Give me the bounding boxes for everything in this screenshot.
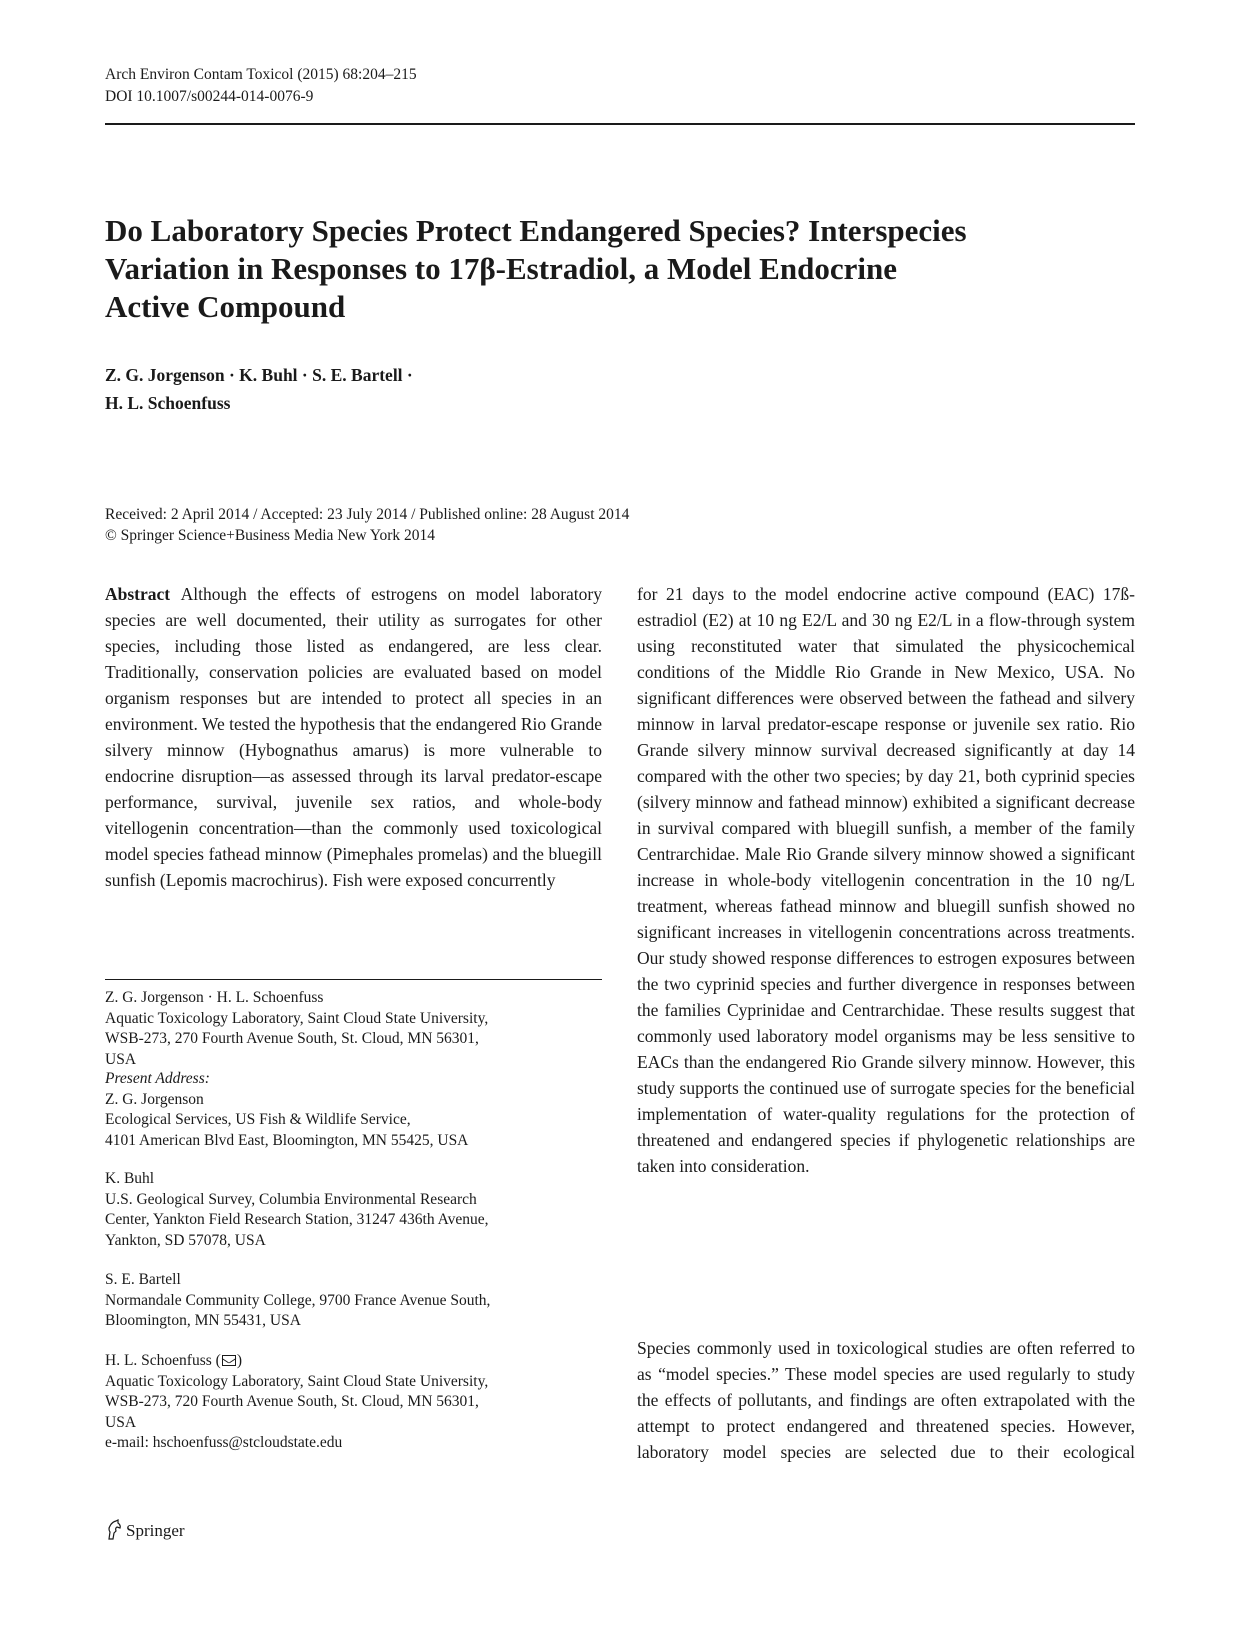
title-line: Active Compound xyxy=(105,289,346,324)
header-rule xyxy=(105,123,1135,125)
affiliation-block xyxy=(105,1270,605,1332)
affiliation-line: Aquatic Toxicology Laboratory, Saint Cloud State University, xyxy=(105,1009,489,1027)
affiliation-name: S. E. Bartell xyxy=(105,1271,181,1288)
title-line: Do Laboratory Species Protect Endangered Species? Interspecies xyxy=(105,213,967,248)
affiliation-line: Ecological Services, US Fish & Wildlife Service, xyxy=(105,1111,411,1128)
affiliation-name: Z. G. Jorgenson xyxy=(105,1090,204,1108)
affiliation-line: 4101 American Blvd East, Bloomington, MN 55425, USA xyxy=(105,1131,469,1149)
doi: DOI 10.1007/s00244-014-0076-9 xyxy=(105,88,314,105)
page-footer xyxy=(105,1519,185,1542)
affiliation-line: Bloomington, MN 55431, USA xyxy=(105,1312,301,1329)
author-line: H. L. Schoenfuss xyxy=(105,393,231,413)
affiliation-block xyxy=(105,988,605,1070)
publisher-name: Springer xyxy=(126,1521,185,1540)
article-title xyxy=(105,212,1135,326)
affiliation-name: H. L. Schoenfuss xyxy=(105,1352,212,1369)
springer-horse-icon xyxy=(105,1519,123,1541)
affiliation-line: Normandale Community College, 9700 France Avenue South, xyxy=(105,1291,491,1309)
abstract-text-right: for 21 days to the model endocrine active compound (EAC) 17ß-estradiol (E2) at 10 ng E2/L and 30 ng E2/L in a flow-through system using reconstituted water that simulated the physicochemical conditions of the Middle Rio Grande in New Mexico, USA. No significant differences were observed between the fathead and silvery minnow in larval predator-escape response or juvenile sex ratio. Rio Grande silvery minnow survival decreased significantly at day 14 compared with the other two species; by day 21, both cyprinid species (silvery minnow and fathead minnow) exhibited a significant decrease in survival compared with bluegill sunfish, a member of the family Centrarchidae. Male Rio Grande silvery minnow showed a significant increase in whole-body vitellogenin concentration in the 10 ng/L treatment, whereas fathead minnow and bluegill sunfish showed no significant increases in vitellogenin concentrations across treatments. Our study showed response differences to estrogen exposures between the two cyprinid species and further divergence in responses between the families Cyprinidae and Centrarchidae. These results suggest that commonly used laboratory model organisms may be less sensitive to EACs than the endangered Rio Grande silvery minnow. However, this study supports the continued use of surrogate species for the beneficial implementation of water-quality regulations for the protection of threatened and endangered species if phylogenetic relationships are taken into consideration. xyxy=(637,584,1135,1176)
affiliation-line: Aquatic Toxicology Laboratory, Saint Cloud State University, xyxy=(105,1372,489,1390)
affiliation-line: Yankton, SD 57078, USA xyxy=(105,1231,266,1249)
abstract-right-column xyxy=(637,581,1135,1179)
introduction-paragraph xyxy=(637,1335,1135,1465)
affiliation-names: Z. G. Jorgenson · H. L. Schoenfuss xyxy=(105,989,324,1006)
copyright: © Springer Science+Business Media New York 2014 xyxy=(105,527,436,544)
author-line: Z. G. Jorgenson · K. Buhl · S. E. Bartell · xyxy=(105,365,413,385)
affiliation-line: Center, Yankton Field Research Station, 31247 436th Avenue, xyxy=(105,1211,489,1228)
email-link[interactable]: e-mail: hschoenfuss@stcloudstate.edu xyxy=(105,1434,343,1451)
footnote-rule xyxy=(105,979,602,980)
affiliation-name: K. Buhl xyxy=(105,1170,155,1187)
abstract-label: Abstract xyxy=(105,584,171,604)
publication-history xyxy=(105,504,629,546)
author-list xyxy=(105,361,413,417)
running-header xyxy=(105,64,417,108)
present-address-label: Present Address: xyxy=(105,1070,210,1087)
affiliation-line: USA xyxy=(105,1050,137,1068)
abstract-text-left: Although the effects of estrogens on model laboratory species are well documented, their utility as surrogates for other species, including those listed as endangered, are less clear. Traditionally, conservation policies are evaluated based on model organism responses but are intended to protect all species in an environment. We tested the hypothesis that the endangered Rio Grande silvery minnow (Hybognathus amarus) is more vulnerable to endocrine disruption—as assessed through its larval predator-escape performance, survival, juvenile sex ratios, and whole-body vitellogenin concentration—than the commonly used toxicological model species fathead minnow (Pimephales promelas) and the bluegill sunfish (Lepomis macrochirus). Fish were exposed concurrently xyxy=(105,584,602,890)
received-accepted-dates: Received: 2 April 2014 / Accepted: 23 July 2014 / Published online: 28 August 2014 xyxy=(105,506,630,523)
corresponding-author-block xyxy=(105,1351,605,1454)
title-line: Variation in Responses to 17β-Estradiol, a Model Endocrine xyxy=(105,251,897,286)
corresponding-author-name: H. L. Schoenfuss ( ) xyxy=(105,1352,242,1369)
abstract-left-column xyxy=(105,581,602,893)
affiliation-line: WSB-273, 270 Fourth Avenue South, St. Cloud, MN 56301, xyxy=(105,1030,479,1047)
affiliation-block xyxy=(105,1169,605,1251)
journal-citation: Arch Environ Contam Toxicol (2015) 68:204–215 xyxy=(105,66,417,83)
affiliation-line: USA xyxy=(105,1413,137,1431)
present-address-block xyxy=(105,1069,605,1151)
introduction-text: Species commonly used in toxicological studies are often referred to as “model species.” These model species are used regularly to study the effects of pollutants, and findings are often extrapolated with the attempt to protect endangered and threatened species. However, laboratory model species are selected due to their ecological xyxy=(637,1338,1135,1462)
envelope-icon[interactable] xyxy=(222,1355,236,1366)
affiliation-line: U.S. Geological Survey, Columbia Environmental Research xyxy=(105,1190,477,1208)
affiliation-line: WSB-273, 720 Fourth Avenue South, St. Cloud, MN 56301, xyxy=(105,1393,479,1410)
